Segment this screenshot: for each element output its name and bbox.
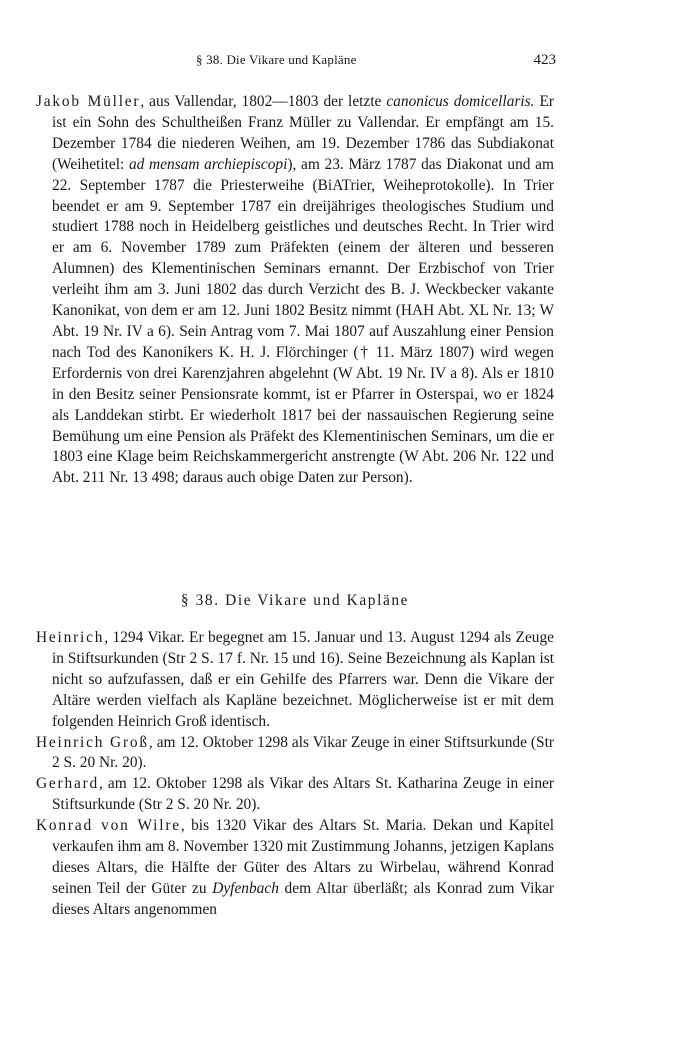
entry-heinrich — [36, 628, 554, 733]
page-number: 423 — [533, 52, 556, 68]
entry-name: Heinrich Groß — [36, 733, 149, 751]
entry-gerhard — [36, 774, 554, 816]
entry-italic-term: canonicus domicellaris. — [386, 93, 535, 110]
entry-italic-place: Dyfenbach — [212, 879, 279, 897]
entry-block-top — [36, 92, 554, 489]
entry-jakob-mueller — [36, 92, 554, 489]
entry-italic-term: ad mensam archiepiscopi — [128, 155, 288, 173]
entry-name: Heinrich — [36, 629, 105, 646]
entry-text: ), am 23. März 1787 das Diakonat und am 22. September 1787 die Priesterweihe (BiATrier, Weiheprotokolle). In Trier beendet er am 9. September 1787 ein dreijähriges theologisches Studium und studiert 1788 noch in Heidelberg geistliches und deutsches Recht. In Trier wird er am 6. November 1789 zum Präfekten (einem der älteren und besseren Alumnen) des Klementinischen Seminars ernannt. Der Erzbischof von Trier verleiht ihm am 3. Juni 1802 das durch Verzicht des B. J. Weckbecker vakante Kanonikat, von dem er am 12. Juni 1802 Besitz nimmt (HAH Abt. XL Nr. 13; W Abt. 19 Nr. IV a 6). Sein Antrag vom 7. Mai 1807 auf Auszahlung einer Pension nach Tod des Kanonikers K. H. J. Flörchinger († 11. März 1807) wird wegen Erfordernis von drei Karenzjahren abgelehnt (W Abt. 19 Nr. IV a 8). Als er 1810 in den Besitz seiner Pensionsrate kommt, ist er Pfarrer in Osterspai, wo er 1824 als Landdekan stirbt. Er wiederholt 1817 bei der nassauischen Regierung seine Bemühung um eine Pension als Präfekt des Klementinischen Seminars, um die er 1803 eine Klage beim Reichskammergericht anstrengte (W Abt. 206 Nr. 122 und Abt. 211 Nr. 13 498; daraus auch obige Daten zur Person). — [52, 155, 554, 487]
entry-text: dem Altar überläßt; als Konrad zum Vikar dieses Altars angenommen — [52, 879, 554, 918]
running-head-title: § 38. Die Vikare und Kapläne — [196, 52, 357, 67]
entry-text: , am 12. Oktober 1298 als Vikar Zeuge in einer Stiftsurkunde (Str 2 S. 20 Nr. 20). — [52, 733, 554, 772]
entry-konrad-von-wilre — [36, 816, 554, 921]
entry-text: Er ist ein Sohn des Schultheißen Franz Müller zu Vallendar. Er empfängt am 15. Dezember 1784 die niederen Weihen, am 19. Dezember 1786 das Subdiakonat (Weihetitel: — [52, 93, 555, 173]
section-heading: § 38. Die Vikare und Kapläne — [180, 592, 410, 609]
entry-name: Konrad von Wilre — [36, 817, 181, 835]
entry-name: Jakob Müller — [36, 93, 141, 110]
entry-text: , am 12. Oktober 1298 als Vikar des Altars St. Katharina Zeuge in einer Stiftsurkunde (Str 2 S. 20 Nr. 20). — [52, 775, 554, 814]
entry-heinrich-gross — [36, 733, 554, 775]
entry-name: Gerhard — [36, 775, 100, 793]
entry-text: , aus Vallendar, 1802—1803 der letzte — [140, 93, 387, 110]
running-head — [36, 52, 556, 69]
entry-block-bottom — [36, 628, 554, 921]
entry-text: , 1294 Vikar. Er begegnet am 15. Januar und 13. August 1294 als Zeuge in Stiftsurkunden (Str 2 S. 17 f. Nr. 15 und 16). Seine Bezeichnung als Kaplan ist nicht so aufzufassen, daß er ein Gehilfe des Pfarrers war. Denn die Vikare der Altäre werden vielfach als Kapläne bezeichnet. Möglicherweise ist er mit dem folgenden Heinrich Groß identisch. — [52, 629, 554, 730]
entry-text: , bis 1320 Vikar des Altars St. Maria. Dekan und Kapitel verkaufen ihm am 8. November 1320 mit Zustimmung Johanns, jetzigen Kaplans dieses Altars, die Hälfte der Güter des Altars zu Wirbelau, während Konrad seinen Teil der Güter zu — [52, 817, 554, 897]
